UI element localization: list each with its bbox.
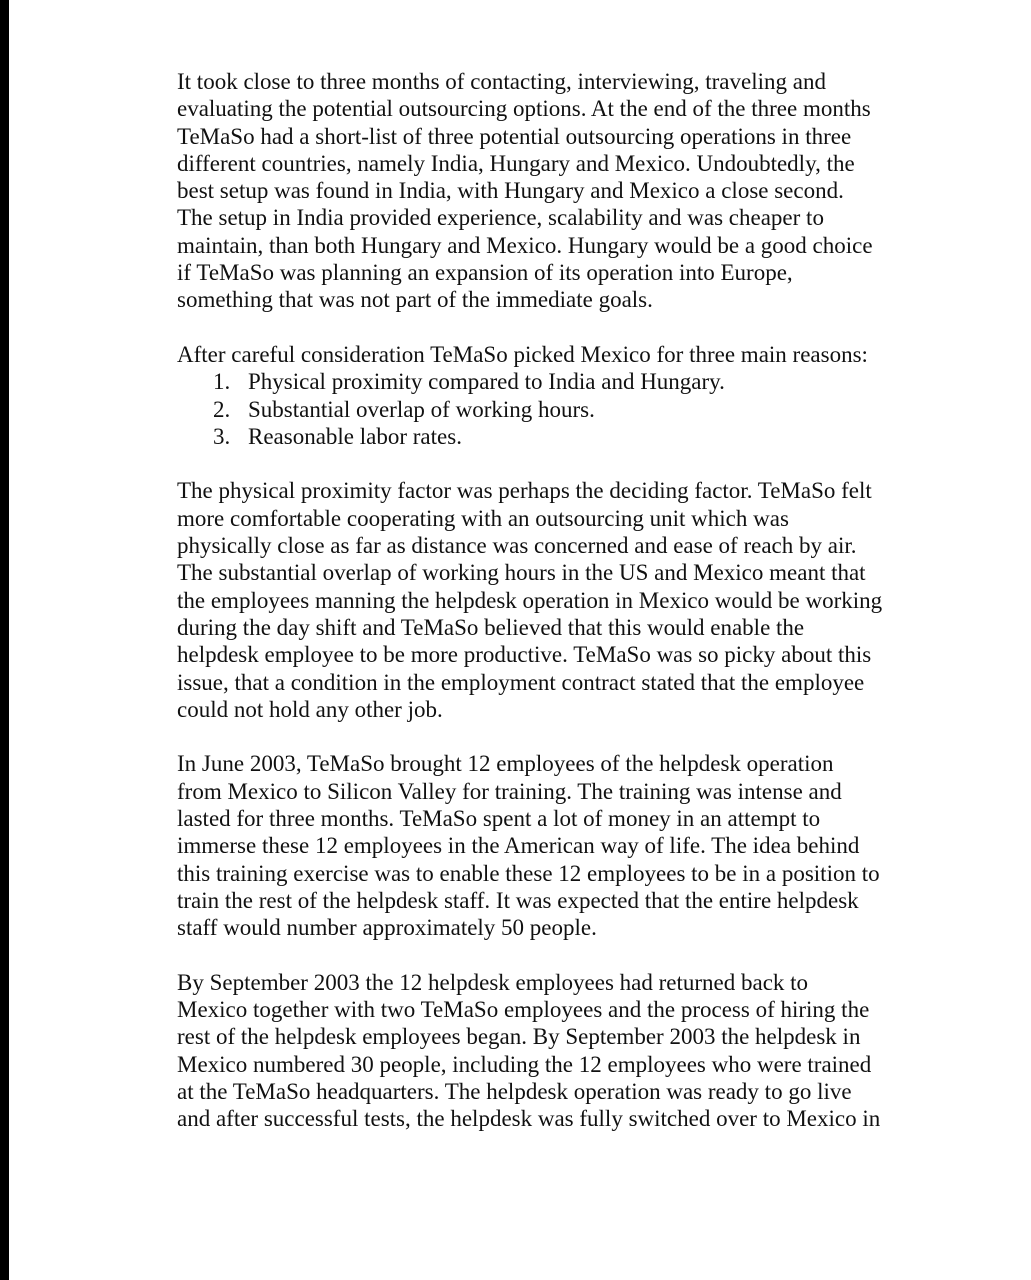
paragraph-2: [177, 341, 917, 450]
text-line: if TeMaSo was planning an expansion of its operation into Europe,: [177, 260, 793, 286]
list-number: 2.: [213, 396, 231, 422]
text-line: more comfortable cooperating with an outsourcing unit which was: [177, 505, 789, 531]
text-line: Mexico together with two TeMaSo employees and the process of hiring the: [177, 997, 870, 1023]
text-line: this training exercise was to enable these 12 employees to be in a position to: [177, 860, 880, 886]
list-item: [177, 396, 917, 423]
text-line: best setup was found in India, with Hungary and Mexico a close second.: [177, 178, 844, 204]
left-edge-bar: [0, 0, 9, 1280]
list-text: Physical proximity compared to India and Hungary.: [248, 369, 725, 395]
text-line: physically close as far as distance was concerned and ease of reach by air.: [177, 533, 857, 559]
list-item: [177, 423, 917, 450]
text-line: By September 2003 the 12 helpdesk employees had returned back to: [177, 969, 809, 995]
text-line: at the TeMaSo headquarters. The helpdesk operation was ready to go live: [177, 1078, 852, 1104]
paragraph-gap: [177, 723, 917, 750]
text-line: different countries, namely India, Hungary and Mexico. Undoubtedly, the: [177, 150, 855, 176]
list-item: [177, 368, 917, 395]
text-line: during the day shift and TeMaSo believed that this would enable the: [177, 614, 805, 640]
text-line: lasted for three months. TeMaSo spent a lot of money in an attempt to: [177, 806, 821, 832]
text-line: The physical proximity factor was perhaps the deciding factor. TeMaSo felt: [177, 478, 872, 504]
list-text: Substantial overlap of working hours.: [248, 396, 595, 422]
text-line: In June 2003, TeMaSo brought 12 employees of the helpdesk operation: [177, 751, 834, 777]
text-line: It took close to three months of contacting, interviewing, traveling and: [177, 69, 826, 94]
list-number: 1.: [213, 369, 231, 395]
paragraph-gap: [177, 450, 917, 477]
text-line: could not hold any other job.: [177, 696, 443, 722]
document-page: [177, 68, 917, 1133]
text-line: After careful consideration TeMaSo picked Mexico for three main reasons:: [177, 341, 868, 367]
text-line: staff would number approximately 50 people.: [177, 915, 597, 941]
text-line: The substantial overlap of working hours in the US and Mexico meant that: [177, 560, 866, 586]
text-line: rest of the helpdesk employees began. By September 2003 the helpdesk in: [177, 1024, 861, 1050]
paragraph-1: [177, 68, 917, 314]
text-line: something that was not part of the immediate goals.: [177, 287, 653, 313]
reasons-list: [177, 368, 917, 450]
list-number: 3.: [213, 423, 231, 449]
text-line: and after successful tests, the helpdesk was fully switched over to Mexico in: [177, 1106, 881, 1132]
paragraph-gap: [177, 314, 917, 341]
paragraph-gap: [177, 942, 917, 969]
text-line: The setup in India provided experience, scalability and was cheaper to: [177, 205, 824, 231]
text-line: train the rest of the helpdesk staff. It was expected that the entire helpdesk: [177, 887, 859, 913]
paragraph-5: [177, 969, 917, 1133]
list-text: Reasonable labor rates.: [248, 423, 462, 449]
text-line: the employees manning the helpdesk operation in Mexico would be working: [177, 587, 883, 613]
text-line: TeMaSo had a short-list of three potential outsourcing operations in three: [177, 123, 852, 149]
paragraph-4: [177, 750, 917, 941]
text-line: maintain, than both Hungary and Mexico. Hungary would be a good choice: [177, 232, 873, 258]
text-line: Mexico numbered 30 people, including the 12 employees who were trained: [177, 1051, 872, 1077]
paragraph-3: [177, 477, 917, 723]
text-line: evaluating the potential outsourcing options. At the end of the three months: [177, 96, 871, 122]
text-line: issue, that a condition in the employment contract stated that the employee: [177, 669, 865, 695]
text-line: immerse these 12 employees in the American way of life. The idea behind: [177, 833, 860, 859]
text-line: helpdesk employee to be more productive. TeMaSo was so picky about this: [177, 642, 872, 668]
text-line: from Mexico to Silicon Valley for training. The training was intense and: [177, 778, 842, 804]
